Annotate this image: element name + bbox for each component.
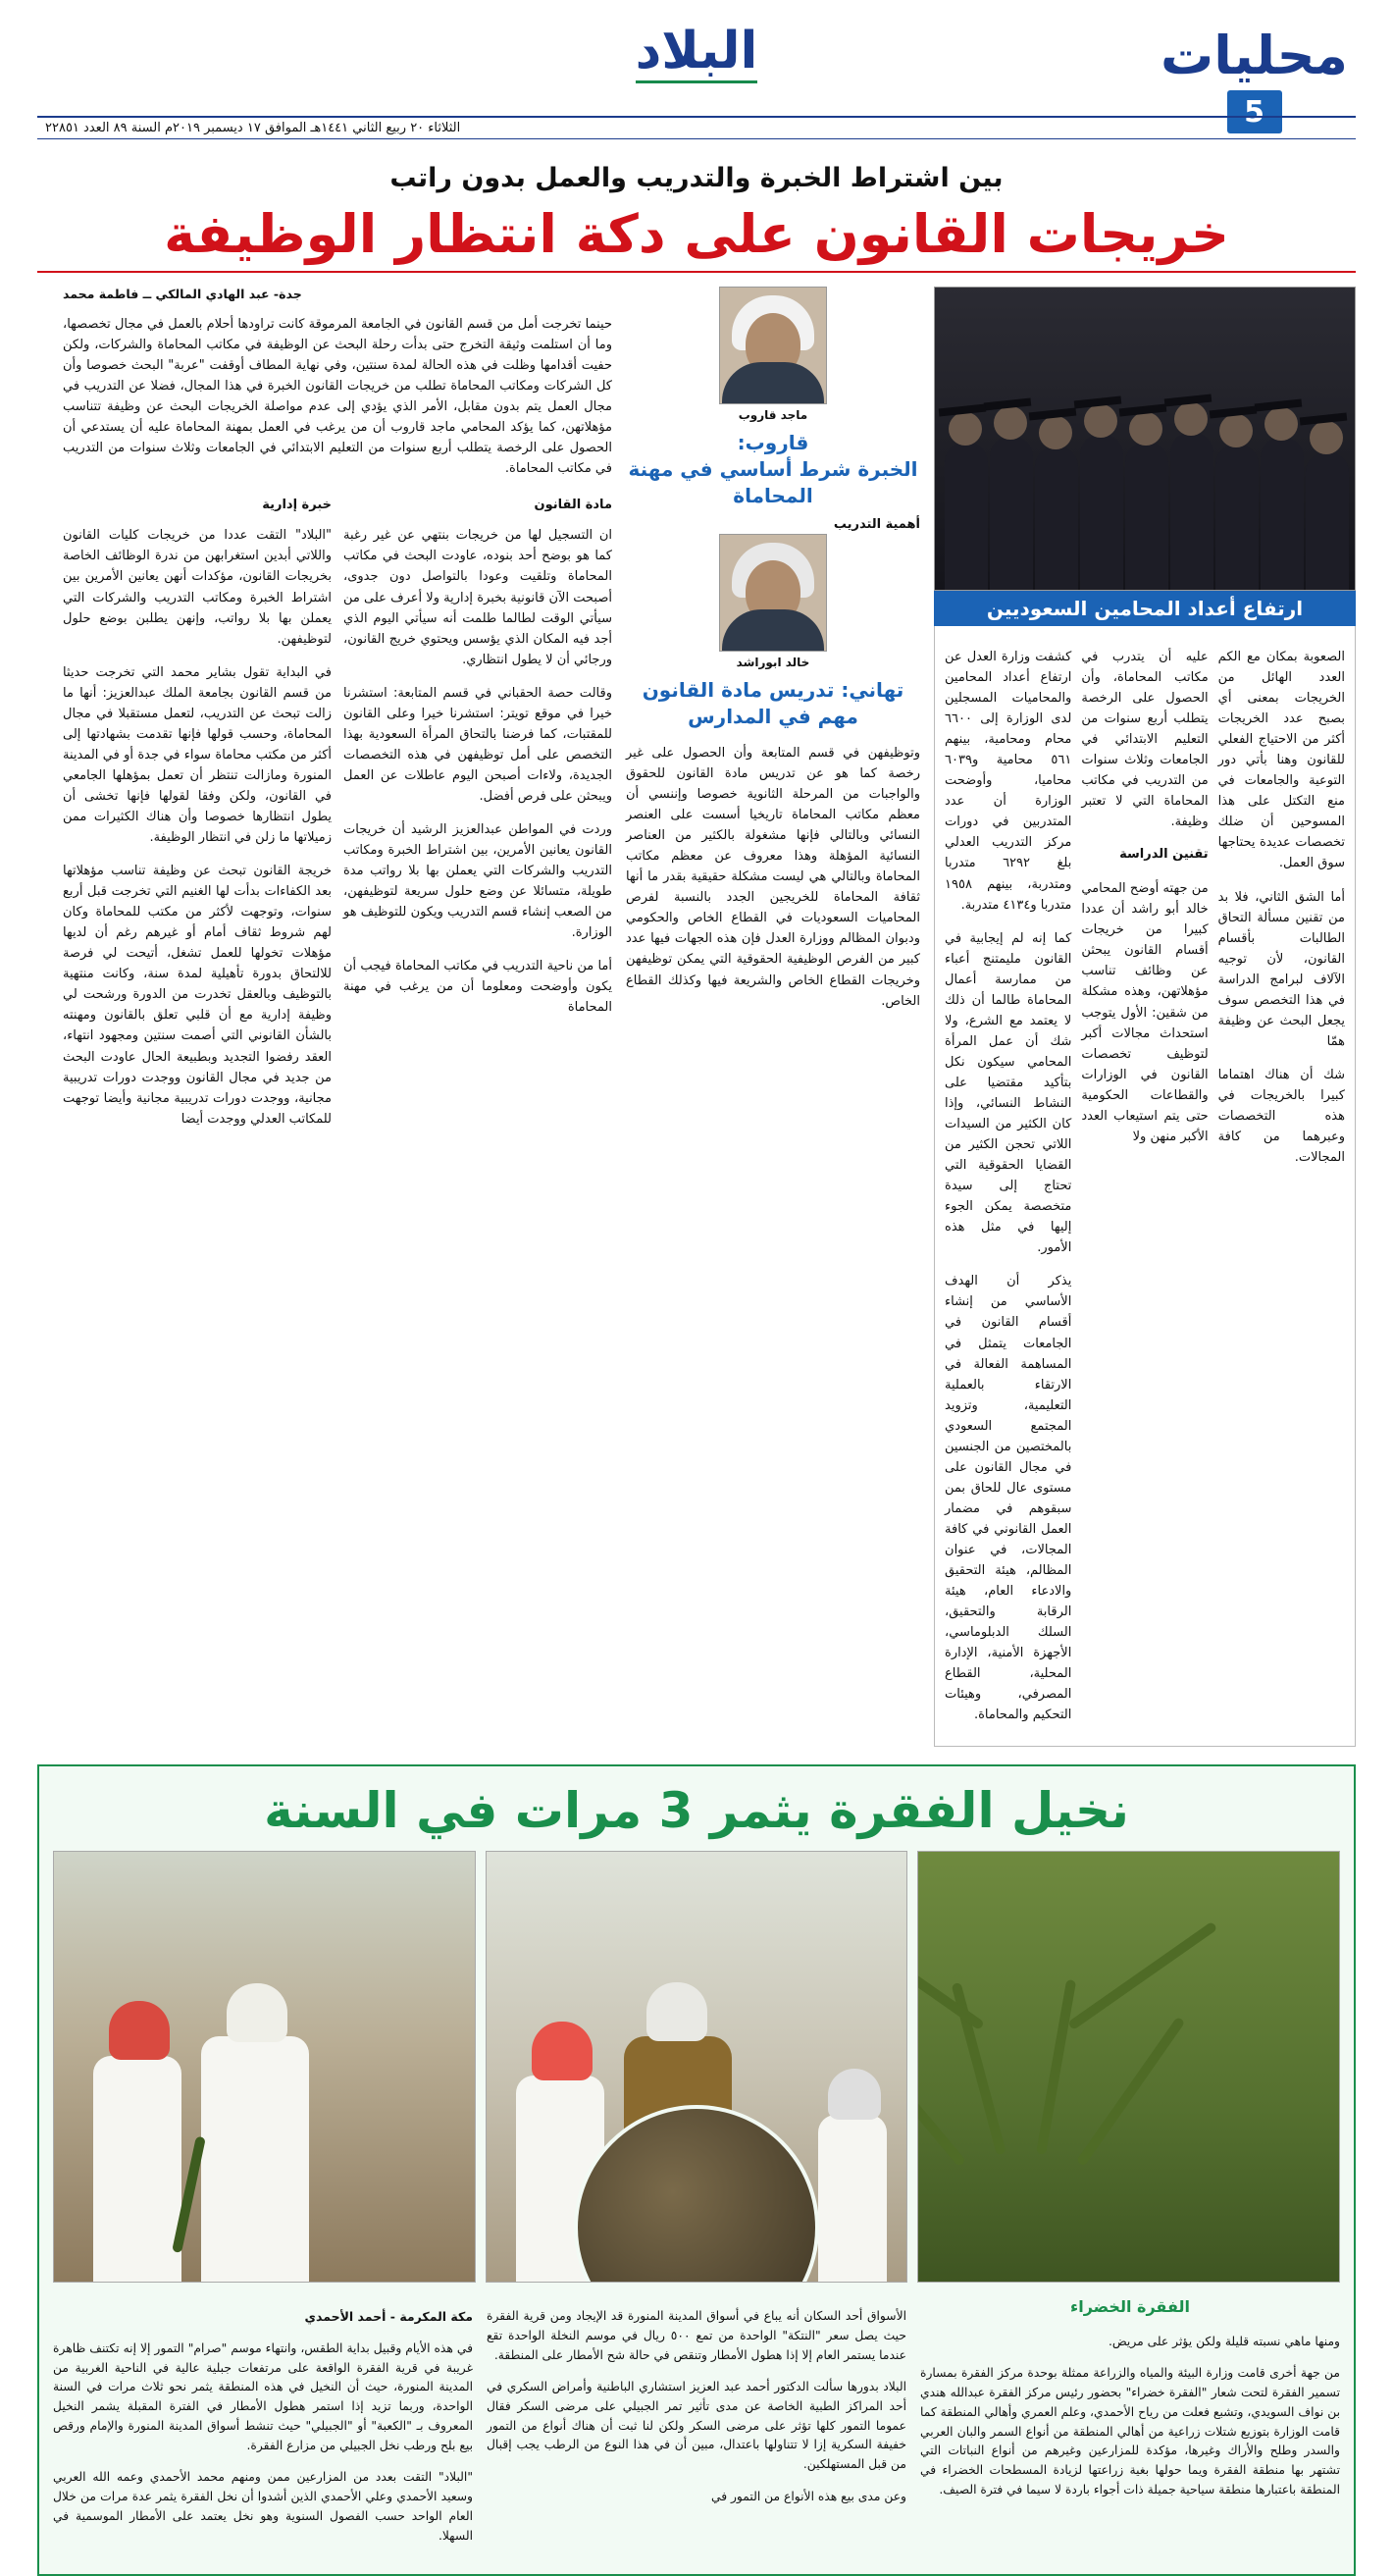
masthead — [0, 0, 1393, 147]
paragraph: في البداية تقول بشاير محمد التي تخرجت حديثا من قسم القانون بجامعة الملك عبدالعزيز: أنها ما زالت تبحث عن التدريب، لتعمل مستقبلا في مجال المحاماة، وحسب قولها فإنها تقدمت بشهادتها إلى أكثر من مكتب محاماة سواء في جدة أو في المدينة المنورة ومازالت تنتظر أن تعمل بمؤهلها الجامعي في القانون، ولكن وفقا لقولها فإنها تخشى أن يطول انتظارها خصوصا وأن هناك الكثيرات ممن زميلاتها ما زلن في انتظار الوظيفة. — [63, 664, 332, 846]
article-headline: خريجات القانون على دكة انتظار الوظيفة — [164, 203, 1229, 265]
subheading: تقنين الدراسة — [1119, 847, 1209, 863]
newspaper-logo: البلاد — [636, 26, 758, 83]
paragraph: وردت في المواطن عبدالعزيز الرشيد أن خريجات القانون يعانين الأمرين، بين اشتراط الخبرة ومكاتب التدريب والشركات التي يعملن بها بلا رواتب مدة طويلة، متسائلا عن وضع حلول سريعة لتوظيفهن، من الصعب إنشاء قسم التدريب ويكون للتوظيف هو الوزارة. — [343, 821, 612, 941]
feature-column-middle — [487, 2294, 906, 2558]
paragraph: "البلاد" التقت عددا من خريجات كليات القانون واللاتي أبدين استغرابهن من ندرة الوظائف الخاصة بخريجات القانون، مؤكدات أنهن يعانين الأمرين بين اشتراط الخبرة ومكاتب التدريب والشركات التي يعملن بها بلا رواتب، وإنهن يطلبن بوضع حلول لتوظيفهن. — [63, 528, 332, 647]
palm-tree-photo — [917, 1851, 1340, 2283]
lead-column — [63, 287, 612, 1747]
main-article — [0, 273, 1393, 1747]
tree-planting-photo — [53, 1851, 476, 2283]
pull-quote-body: تهاني: تدريس مادة القانون مهم في المدارس — [642, 678, 904, 728]
paragraph: وقالت حصة الحقباني في قسم المتابعة: استشرنا خيرا في موقع تويتر: استشرنا خيرا وعلى القانون للمقتبات، كما فرضنا بالتحاق المرأة السعودية بهذا التخصص على أمل توظيفهن في هذه التخصصات الجديدة، ولاءات أصبحن اليوم عاطلات عن العمل ويبحثن على فرص أفضل. — [343, 685, 612, 804]
feature-body — [53, 2294, 1340, 2558]
page-number-badge: 5 — [1227, 90, 1282, 133]
paragraph: أما من ناحية التدريب في مكاتب المحاماة فيجب أن يكون وأوضحت ومعلوما أن من يرغب في مهنة المحاماة — [343, 959, 612, 1016]
paragraph: من جهة أخرى قامت وزارة البيئة والمياه والزراعة ممثلة بوحدة مركز الفقرة بمسارة تسمير الفقرة لتحت شعار "الفقرة خضراء" بحضور رئيس مركز الفقرة عبدالله هندي بن نواف السويدي، وتشبع فعلت من رياح الأحمدي، وعلم العمري وأهالي المنطقة كما قامت الوزارة بتوزيع شتلات زراعية من أهالي المنطقة من أنواع السمر والبان العربي والسدر وطلح والأراك وغيرها، مؤكدة للمزارعين وغيرهم من أنواع النباتات التي تشتهر بها منطقة الفقرة ويما حولها بغية زراعتها لزيادة المسطحات الخضراء في المنطقة باعتبارها منطقة سياحية جميلة ذات أجواء باردة لا سيما في فترة الصيف. — [920, 2365, 1340, 2497]
paragraph: وتوظيفهن في قسم المتابعة وأن الحصول على غير رخصة كما هو عن تدريس مادة القانون للحقوق والواجبات من المرحلة الثانوية خصوصا وإننسي أن معظم مكاتب المحاماة تاريخيا أسست على العنصر النسائي وبالتالي فإنها مشغولة بالكثير من العناصر النسائية المؤهلة وهذا معروف عن معظم مكاتب المحاماة وبالتالي هي ليست مشكلة حقيقية بقدر ما أنها ثقافة المحاماة للخريجين الجدد بالنسبة لفرص المحاميات السعوديات في القطاع الخاص والحكومي ودبوان المظالم ووزارة العدل فإن هذه الجهات فيها عدد كبير من الفرص الوظيفية الحقوقية التي يمكن توظيفهن وخريجات القطاع الخاص والشريعة فيها وكذلك القطاع الخاص. — [626, 746, 920, 1009]
paragraph: وعن مدى بيع هذه الأنواع من التمور في — [710, 2489, 906, 2503]
feature-byline: مكة المكرمة - أحمد الأحمدي — [304, 2308, 473, 2324]
portrait-khaled-abu-rashed — [719, 534, 827, 652]
paragraph: في هذه الأيام وقبيل بداية الطقس، وانتهاء موسم "صرام" التمور إلا إنه تكتنف ظاهرة غريبة في قرية الفقرة الواقعة على مرتفعات جبلية عالية في الناحية الغربية من المدينة المنورة، حيث أن النخيل في هذه المنطقة يثمر نحو ثلاث مرات في السنة الواحدة، وربما تزيد إذا استمر هطول الأمطار في الفترة المقبلة يشمر النخيل المعروف بـ "الكعبة" أو "الجبيلي" حيث تنشط أسواق المدينة المنورة والإمام ورقص بيع بلح ورطب نخل الجبيلي من مزارع الفقرة. — [53, 2340, 473, 2453]
logo-wrap — [0, 22, 1393, 86]
paragraph: من جهته أوضح المحامي خالد أبو راشد أن عددا كبيرا من خريجات أقسام القانون يبحثن عن وظائف تناسب مؤهلاتهن، وهذه مشكلة من شقين: الأول يتوجب استحداث مجالات أكبر لتوظيف تخصصات القانون في الوزارات والقطاعات الحكومية حتى يتم استيعاب العدد الأكبر منهن ولا — [1081, 881, 1209, 1144]
feature-column-left — [920, 2294, 1340, 2558]
pull-quote-body: الخبرة شرط أساسي في مهنة المحاماة — [628, 457, 918, 507]
pull-quote-qaroub — [626, 430, 920, 509]
paragraph: كشفت وزارة العدل عن ارتفاع أعداد المحامين والمحاميات المسجلين لدى الوزارة إلى ٦٦٠٠ محام ومحامية، بينهم ٥٦١ محامية و٦٠٣٩ محاميا، وأوضحت الوزارة أن عدد المتدربين في دورات مركز التدريب العدلي بلغ ٦٢٩٢ متدربا ومتدربة، بينهم ١٩٥٨ متدربا و٤١٣٤ متدربة. — [945, 650, 1072, 913]
portrait-name: ماجد قاروب — [738, 408, 808, 422]
paragraph: عليه أن يتدرب في مكاتب المحاماة، وأن الحصول على الرخصة يتطلب أربع سنوات من التعليم الابتدائي في الجامعات وثلاث سنوات من التدريب في مكاتب المحاماة التي لا تعتبر وظيفة. — [1081, 650, 1209, 830]
feature-headline: نخيل الفقرة يثمر 3 مرات في السنة — [264, 1782, 1129, 1840]
pull-quote-title: قاروب: — [737, 431, 809, 454]
paragraph: أما الشق الثاني، فلا بد من تقنين مسألة التحاق الطالبات بأقسام القانون، لأن توجيه الآلاف لبرامج الدراسة في هذا التخصص سوف يجعل البحث عن وظيفة همّا — [1217, 889, 1345, 1049]
paragraph: كما إنه لم إيجابية في القانون مليمتنج أعباء من ممارسة أعمال المحاماة طالما أن ذلك لا يعتمد مع الشرع، ولا شك أن عمل المرأة المحامي سيكون نكل بتأكيد مقتضيا على النشاط النسائي، وإذا كان الكثير من السيدات اللاتي تحجن الكثير من القضايا الحقوقية التي تحتاج إلى سيدة متخصصة يمكن الجوء إليها في مثل هذه الأمور. — [945, 930, 1072, 1256]
inset-circle-photo — [574, 2105, 819, 2283]
pull-quote-tahani — [626, 677, 920, 730]
paragraph: البلاد بدورها سألت الدكتور أحمد عبد العزيز استشاري الباطنية وأمراض السكري في أحد المراكز الطبية الخاصة عن مدى تأثير تمر الجبيلي على مرضى السكر فقال عموما التمور كلها تؤثر على مرضى السكر ولكن لنا ثبت أن هناك أنواع من التمور خفيفة السكرية إزا لا تتناولها باعتدال، مبين أن في هذا النوع من الرطب يجب إقبال من قبل المستهلكين. — [487, 2379, 906, 2472]
feature-subheading: الفقرة الخضراء — [1070, 2297, 1190, 2317]
paragraph: "البلاد" التقت بعدد من المزارعين ممن ومنهم محمد الأحمدي وعمه الله العربي وسعيد الأحمدي وعلي الأحمدي الذين أشدوا أن نخل الفقرة يثمر عدة مرات من خلال العام الواحد حسب الفصول السنوية وهو نخل يعتمد على الأمطار الموسمية في السهلا. — [53, 2470, 473, 2544]
portrait-name: خالد ابوراشد — [736, 656, 810, 669]
paragraph: شك أن هناك اهتماما كبيرا بالخريجات في هذه التخصصات وعبرهما من كافة المجالات. — [1217, 1067, 1345, 1166]
lead-paragraph: حينما تخرجت أمل من قسم القانون في الجامعة المرموقة كانت تراودها أحلام بالعمل في مجال تخصصها، وما أن استلمت وثيقة التخرج حتى بدأت رحلة البحث عن الوظيفة في مكاتب المحاماة والشركات، ولكن حفيت أقدامها وظلت في هذه الحالة لمدة سنتين، وفي نهاية المطاف أوقفت "عربة" البحث خصوصا وأن كل الشركات ومكاتب المحاماة تطلب من خريجات القانون الخبرة في هذا المجال، فضلا عن التدريب في مجال العمل يتم بدون مقابل، الأمر الذي يؤدي إلى عدم مواصلة الخريجات البحث عن وظيفة تتناسب مؤهلاتهن، كما يؤكد المحامي ماجد قاروب أن من يرغب في العمل بمهنة المحاماة عليه أن يستدعي أن الحصول على الرخصة يتطلب أربع سنوات من التعليم الابتدائي في الجامعات وثلاث سنوات من التدريب في مكاتب المحاماة. — [63, 317, 612, 477]
photo-column — [934, 287, 1356, 1747]
paragraph: خريجة القانون تبحث عن وظيفة تناسب مؤهلاتها بعد الكفاءات بدأت لها الغنيم التي تخرجت قبل أربع سنوات، وتوجهت لأكثر من مكتب للمحاماة وكان لهم شروط ثقاف أمام أو غيرهم رغم أن لديها مؤهلات تخولها للعمل تشغل، أتيحت لي فرصة للالتحاق بدورة تأهيلية لمدة سنة، وكانت منتهية بالتوظيف وبالعقل تخدرت من الدورة ورشحت لي وظيفة إدارية مع أن قلبي تعلق بالقانون ومهنته بالشأن القانوني التي أصمت سنتين ومجهود انتهاء، العقد رفضوا التجديد وبطبيعة الحال عاودت البحث من جديد في مجال القانون ووجدت دورات تدريبية مجانية، ووجدت دورات تدريبية مجانية وأيضا توجهت للمكاتب العدلي ووجدت أيضا — [63, 864, 332, 1127]
dateline: الثلاثاء ٢٠ ربيع الثاني ١٤٤١هـ الموافق ١٧ ديسمبر ٢٠١٩م السنة ٨٩ العدد ٢٢٨٥١ — [37, 116, 1356, 139]
article-kicker: بين اشتراط الخبرة والتدريب والعمل بدون راتب — [389, 163, 1004, 193]
subheading: أهمية التدريب — [833, 517, 920, 532]
planting-ceremony-photo — [486, 1851, 908, 2283]
graduates-photo — [934, 287, 1356, 591]
sub-article-heading: ارتفاع أعداد المحامين السعوديين — [934, 591, 1356, 626]
section-label: محليات — [1161, 25, 1348, 86]
subheading: خبرة إدارية — [262, 498, 332, 513]
feature-photo-row — [53, 1851, 1340, 2283]
feature-column-right — [53, 2294, 473, 2558]
sub-article-body — [934, 626, 1356, 1747]
subheading: مادة القانون — [534, 498, 612, 513]
portrait-majid-qaroub — [719, 287, 827, 404]
portrait-column — [626, 287, 920, 1747]
paragraph: الأسواق أحد السكان أنه يباع في أسواق المدينة المنورة قد الإيجاد ومن قرية الفقرة حيث يصل سعر "النتكة" الواحدة من تمع ٥٠٠ ريال في موسم النخلة الواحدة تقع عندما يستمر العام إلا إذا هطول الأمطار وتنقص في حالة شح الأمطار على المنطقة. — [487, 2308, 906, 2362]
feature-article — [37, 1764, 1356, 2576]
paragraph: الصعوبة بمكان مع الكم العدد الهائل من الخريجات بمعنى أي بصبح عدد الخريجات أكثر من الاحتياج الفعلي للقانون وهنا بأتي دور التوعية والجامعات في منع التكتل على هذا المسوحين أن ضلك تخصصات عديدة يحتاجها سوق العمل. — [1217, 650, 1345, 871]
byline: جدة- عبد الهادي المالكي ــ فاطمة محمد — [63, 287, 302, 301]
paragraph: ومنها ماهي نسبته قليلة ولكن يؤثر على مريض. — [1108, 2334, 1340, 2348]
paragraph: يذكر أن الهدف الأساسي من إنشاء أقسام القانون في الجامعات يتمثل في المساهمة الفعالة في الارتقاء بالعملية التعليمية، وتزويد المجتمع السعودي بالمختصين من الجنسين في مجال القانون على مستوى عال للحاق بمن سبقوهم في مضمار العمل القانوني في كافة المجالات، في عنوان المظالم، هيئة التحقيق والادعاء العام، هيئة الرقابة والتحقيق، السلك الدبلوماسي، الأجهزة الأمنية، الإدارة المحلية، القطاع المصرفي، وهيئات التحكيم والمحاماة. — [945, 1274, 1072, 1723]
paragraph: ان التسجيل لها من خريجات بنتهي عن غير رغبة كما هو بوضح أحد بنوده، عاودت البحث في مكاتب المحاماة وتلقيت وعودا بالتواصل دون جدوى، أصبحت الآن قانونية بخبرة إدارية ولا أعرف على من سيأتي الوقت لطالما طلمت أنه سيأتي اليوم الذي أجد فيه المكان الذي يؤسس ويحتوي خريج القانون، ورجائي أن لا يطول انتظاري. — [343, 528, 612, 667]
